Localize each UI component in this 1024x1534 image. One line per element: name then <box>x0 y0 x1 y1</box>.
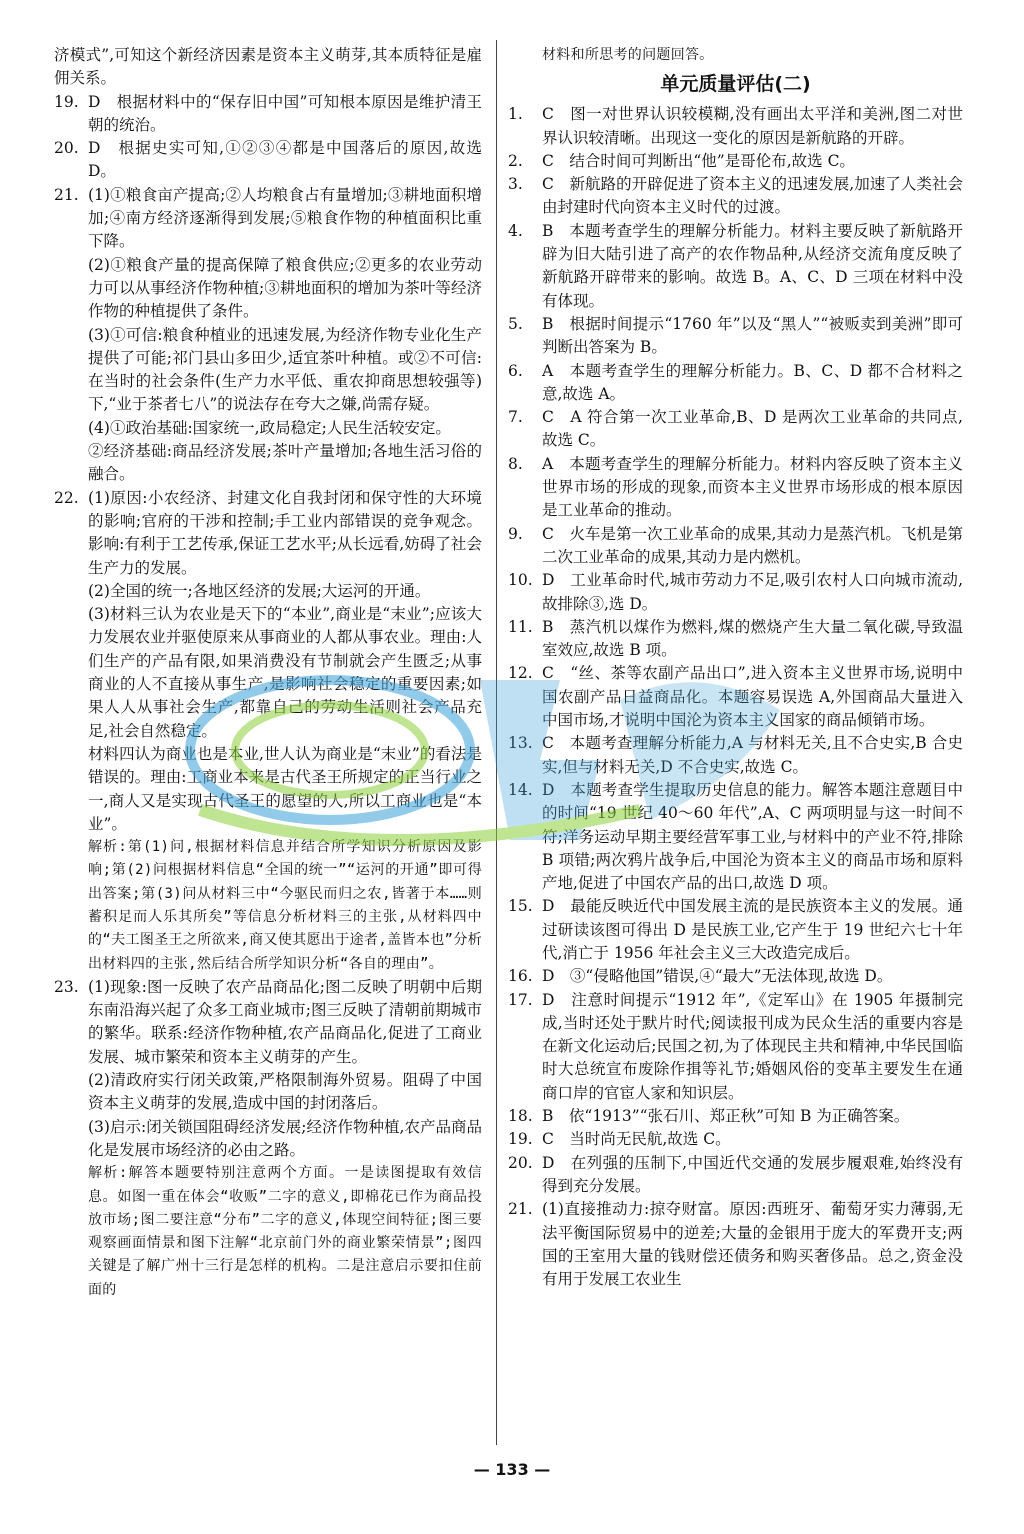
answer-text: C 新航路的开辟促进了资本主义的迅速发展,加速了人类社会由封建时代向资本主义时代的过渡。 <box>542 175 963 217</box>
answer-text: C 结合时间可判断出“他”是哥伦布,故选 C。 <box>542 151 855 170</box>
answer-text: D 在列强的压制下,中国近代交通的发展步履艰难,始终没有得到充分发展。 <box>542 1153 963 1195</box>
answer-paragraph: (2)①粮食产量的提高保障了粮食供应;②更多的农业劳动力可以从事经济作物种植;③耕地面积的增加为茶叶等经济作物的种植提供了条件。 <box>88 255 482 321</box>
answer-item <box>508 732 963 779</box>
answer-paragraph: (2)清政府实行闭关政策,严格限制海外贸易。阻碍了中国资本主义萌芽的发展,造成中国的封闭落后。 <box>88 1071 482 1113</box>
column-divider <box>496 40 497 1445</box>
answer-number: 5. <box>508 314 523 333</box>
answer-item <box>508 523 963 570</box>
answer-number: 6. <box>508 361 523 380</box>
answer-item <box>508 569 963 616</box>
analysis-paragraph: 解析:解答本题要特别注意两个方面。一是读图提取有效信息。如图一重在体会“收贩”二字的意义,即棉花已作为商品投放市场;图二要注意“分布”二字的意义,体现空间特征;图三要观察画面情景和图下注解“北京前门外的商业繁荣情景”;图四关键是了解广州十三行是怎样的机构。二是注意启示要扣住前面的 <box>88 1165 482 1298</box>
answer-item <box>508 989 963 1105</box>
answer-number: 8. <box>508 454 523 473</box>
answer-item <box>508 662 963 732</box>
answer-number: 19. <box>508 1130 533 1149</box>
answer-paragraph: 材料四认为商业也是本业,世人认为商业是“末业”的看法是错误的。理由:工商业本来是古代圣王所规定的正当行业之一,商人又是实现古代圣王的愿望的人,所以工商业也是“本业”。 <box>88 744 482 833</box>
answer-number: 4. <box>508 221 523 240</box>
answer-number: 17. <box>508 990 533 1009</box>
answer-text: D 根据史实可知,①②③④都是中国落后的原因,故选 D。 <box>88 139 482 181</box>
page-number: — 133 — <box>473 1460 551 1479</box>
answer-item <box>508 1198 963 1291</box>
answer-text: C “丝、茶等农副产品出口”,进入资本主义世界市场,说明中国农副产品日益商品化。本题容易误选 A,外国商品大量进入中国市场,才说明中国沦为资本主义国家的商品倾销市场。 <box>542 664 963 730</box>
answer-item <box>508 616 963 663</box>
section-title: 单元质量评估(二) <box>660 73 811 96</box>
answer-number: 1. <box>508 105 523 124</box>
answer-text: (1)直接推动力:掠夺财富。原因:西班牙、葡萄牙实力薄弱,无法平衡国际贸易中的逆差;大量的金银用于庞大的军费开支;两国的王室用大量的钱财偿还债务和购买奢侈品。总之,资金没有用于发展工农业生 <box>542 1200 963 1289</box>
answer-number: 12. <box>508 664 533 683</box>
answer-item <box>508 360 963 407</box>
answer-number: 20. <box>508 1153 533 1172</box>
answer-item <box>508 150 963 173</box>
answer-text: (1)现象:图一反映了农产品商品化;图二反映了明朝中后期东南沿海兴起了众多工商业城市;图三反映了清朝前期城市的繁华。联系:经济作物种植,农产品商品化,促进了工商业发展、城市繁荣和资本主义萌芽的产生。 <box>88 977 482 1066</box>
answer-text: A 本题考查学生的理解分析能力。B、C、D 都不合材料之意,故选 A。 <box>542 361 963 403</box>
answer-paragraph: 济模式”,可知这个新经济因素是资本主义萌芽,其本质特征是雇佣关系。 <box>54 46 482 88</box>
answer-number: 3. <box>508 175 523 194</box>
answer-number: 11. <box>508 617 533 636</box>
answer-number: 22. <box>54 488 79 507</box>
answer-text: D 最能反映近代中国发展主流的是民族资本主义的发展。通过研读该图可得出 D 是民族工业,它产生于 19 世纪六七十年代,消亡于 1956 年社会主义三大改造完成后。 <box>542 897 963 962</box>
answer-number: 23. <box>54 977 79 996</box>
answer-item <box>54 91 482 138</box>
answer-number: 10. <box>508 571 533 590</box>
answer-text: C 本题考查理解分析能力,A 与材料无关,且不合史实,B 合史实,但与材料无关,D 不合史实,故选 C。 <box>542 734 963 776</box>
answer-number: 7. <box>508 408 523 427</box>
answer-item <box>54 184 482 254</box>
answer-text: C 当时尚无民航,故选 C。 <box>542 1130 731 1149</box>
answer-text: B 根据时间提示“1760 年”以及“黑人”“被贩卖到美洲”即可判断出答案为 B。 <box>542 314 963 357</box>
answer-text: A 本题考查学生的理解分析能力。材料内容反映了资本主义世界市场的形成的现象,而资本主义世界市场形成的根本原因是工业革命的推动。 <box>542 454 963 520</box>
right-column <box>508 44 963 1291</box>
answer-text: D 工业革命时代,城市劳动力不足,吸引农村人口向城市流动,故排除③,选 D。 <box>542 571 963 613</box>
answer-number: 20. <box>54 139 79 158</box>
answer-item <box>54 487 482 580</box>
answer-number: 19. <box>54 92 79 111</box>
answer-number: 15. <box>508 897 533 916</box>
answer-number: 21. <box>54 185 79 204</box>
answer-item <box>508 965 963 988</box>
answer-number: 21. <box>508 1200 533 1219</box>
answer-item <box>508 406 963 453</box>
answer-paragraph: (4)①政治基础:国家统一,政局稳定;人民生活较安定。 <box>88 418 451 437</box>
answer-text: C A 符合第一次工业革命,B、D 是两次工业革命的共同点,故选 C。 <box>542 408 963 450</box>
answer-item <box>54 976 482 1069</box>
answer-paragraph: (2)全国的统一;各地区经济的发展;大运河的开通。 <box>88 581 431 600</box>
answer-number: 2. <box>508 151 523 170</box>
page-number-value: 133 <box>495 1460 529 1479</box>
answer-paragraph: (3)①可信:粮食种植业的迅速发展,为经济作物专业化生产提供了可能;祁门县山多田少,适宜茶叶种植。或②不可信:在当时的社会条件(生产力水平低、重农抑商思想较强等)下,“业于茶者七八”的说法存在夸大之嫌,尚需存疑。 <box>88 325 482 414</box>
answer-item <box>508 103 963 150</box>
answer-item <box>508 220 963 313</box>
answer-item <box>508 1105 963 1128</box>
analysis-paragraph: 解析:第(1)问,根据材料信息并结合所学知识分析原因及影响;第(2)问根据材料信息“全国的统一”“运河的开通”即可得出答案;第(3)问从材料三中“今驱民而归之农,皆著于本……则蓄积足而人乐其所矣”等信息分析材料三的主张,从材料四中的“夫工图圣王之所欲来,商又使其愿出于途者,盖皆本也”分析出材料四的主张,然后结合所学知识分析“各自的理由”。 <box>88 839 482 972</box>
answer-number: 18. <box>508 1107 533 1126</box>
answer-number: 9. <box>508 524 523 543</box>
answer-text: B 依“1913”“张石川、郑正秋”可知 B 为正确答案。 <box>542 1107 910 1126</box>
answer-text: B 本题考查学生的理解分析能力。材料主要反映了新航路开辟为旧大陆引进了高产的农作物品种,从经济交流角度反映了新航路开辟带来的影响。故选 B。A、C、D 三项在材料中没有体现。 <box>542 221 963 310</box>
answer-number: 14. <box>508 780 533 799</box>
answer-text: D 注意时间提示“1912 年”,《定军山》在 1905 年摄制完成,当时还处于默片时代;阅读报刊成为民众生活的重要内容是在新文化运动后;民国之初,为了体现民主共和精神,中华民国临时大总统宣布废除作揖等礼节;婚姻风俗的变革主要发生在通商口岸的官宦人家和知识层。 <box>542 990 964 1102</box>
answer-number: 13. <box>508 734 533 753</box>
answer-paragraph: (3)材料三认为农业是天下的“本业”,商业是“末业”;应该大力发展农业并驱使原来从事商业的人都从事农业。理由:人们生产的产品有限,如果消费没有节制就会产生匮乏;从事商业的人不直接从事生产,是影响社会稳定的重要因素;如果人人从事社会生产,都靠自己的劳动生活则社会产品充足,社会自然稳定。 <box>88 605 482 740</box>
answer-item <box>508 779 963 895</box>
answer-item <box>508 313 963 360</box>
answer-paragraph: (3)启示:闭关锁国阻碍经济发展;经济作物种植,农产品商品化是发展市场经济的必由之路。 <box>88 1117 482 1159</box>
answer-item <box>54 137 482 184</box>
answer-text: (1)原因:小农经济、封建文化自我封闭和保守性的大环境的影响;官府的干涉和控制;手工业内部错误的竞争观念。影响:有利于工艺传承,保证工艺水平;从长远看,妨碍了社会生产力的发展。 <box>88 488 482 577</box>
left-column <box>54 44 482 1302</box>
answer-text: D ③“侵略他国”错误,④“最大”无法体现,故选 D。 <box>542 967 893 986</box>
answer-text: D 根据材料中的“保存旧中国”可知根本原因是维护清王朝的统治。 <box>88 92 482 134</box>
answer-text: D 本题考查学生提取历史信息的能力。解答本题注意题目中的时间“19 世纪 40～60 年代”,A、C 两项明显与这一时间不符;洋务运动早期主要经营军事工业,与材料中的产业不符,排除 B 项错;两次鸦片战争后,中国沦为资本主义的商品市场和原料产地,促进了中国农产品的出口,故选 D 项。 <box>542 780 963 893</box>
answer-paragraph: ②经济基础:商品经济发展;茶叶产量增加;各地生活习俗的融合。 <box>88 442 482 484</box>
analysis-paragraph: 材料和所思考的问题回答。 <box>542 47 714 63</box>
answer-item <box>508 1128 963 1151</box>
answer-item <box>508 1152 963 1199</box>
answer-text: C 火车是第一次工业革命的成果,其动力是蒸汽机。飞机是第二次工业革命的成果,其动力是内燃机。 <box>542 524 963 566</box>
answer-text: B 蒸汽机以煤作为燃料,煤的燃烧产生大量二氧化碳,导致温室效应,故选 B 项。 <box>542 617 963 660</box>
answer-item <box>508 453 963 523</box>
answer-item <box>508 173 963 220</box>
answer-number: 16. <box>508 967 533 986</box>
answer-item <box>508 895 963 965</box>
answer-text: (1)①粮食亩产提高;②人均粮食占有量增加;③耕地面积增加;④南方经济逐渐得到发展;⑤粮食作物的种植面积比重下降。 <box>88 185 482 251</box>
answer-text: C 图一对世界认识较模糊,没有画出太平洋和美洲,图二对世界认识较清晰。出现这一变化的原因是新航路的开辟。 <box>542 105 963 147</box>
